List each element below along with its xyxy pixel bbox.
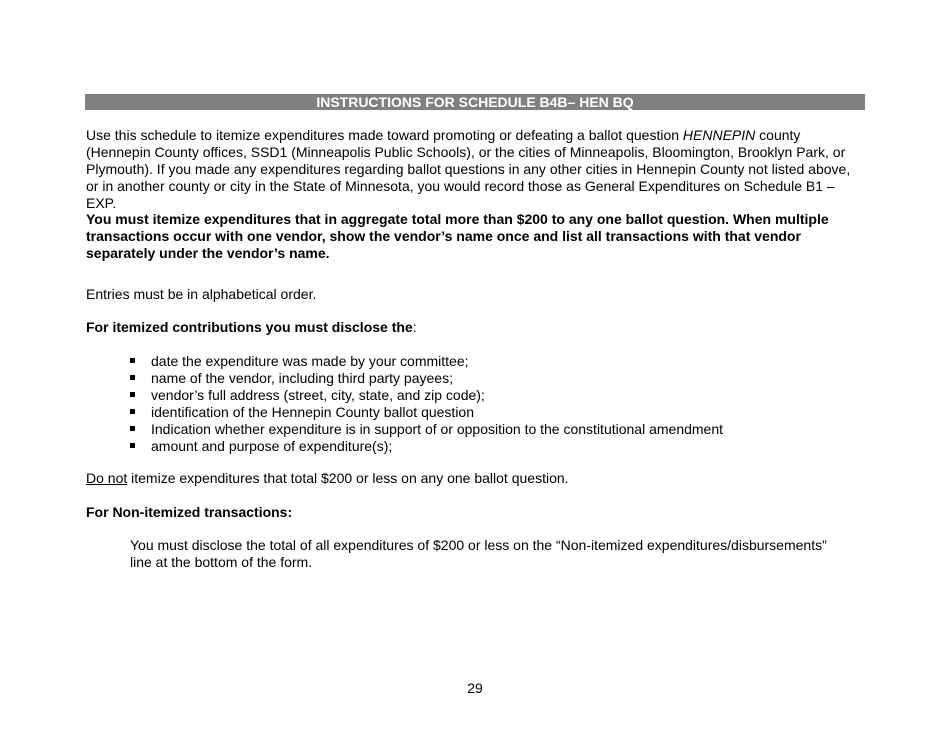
non-itemized-paragraph: You must disclose the total of all expenditures of $200 or less on the “Non-itemized expenditures/disbursements” line at the bottom of the form. [130,537,827,570]
list-item-text: identification of the Hennepin County ballot question [151,404,474,420]
alphabetical-order-note: Entries must be in alphabetical order. [86,286,317,302]
list-item [128,438,723,455]
do-not-underlined: Do not [86,470,128,486]
disclose-heading [86,319,866,336]
list-item [128,387,723,404]
square-bullet-icon [130,375,135,380]
page-number: 29 [467,680,483,696]
square-bullet-icon [130,443,135,448]
page-title: INSTRUCTIONS FOR SCHEDULE B4B– HEN BQ [85,94,865,110]
list-item-text: date the expenditure was made by your committee; [151,353,469,369]
square-bullet-icon [130,409,135,414]
list-item-text: amount and purpose of expenditure(s); [151,438,393,454]
list-item [128,404,723,421]
intro-text-end: county (Hennepin County offices, SSD1 (Minneapolis Public Schools), or the cities of Minneapolis, Bloomington, Brooklyn Park, or Plymouth). If you made any expenditures regarding ballot questions in any other cities in Hennepin County not listed above, or in another county or city in the State of Minnesota, you would record those as General Expenditures on Schedule B1 – EXP. [86,127,851,211]
intro-italic-county: HENNEPIN [682,127,756,143]
do-not-text: itemize expenditures that total $200 or less on any one ballot question. [127,470,569,486]
list-item-text: name of the vendor, including third party payees; [151,370,453,386]
itemize-rule-paragraph: You must itemize expenditures that in aggregate total more than $200 to any one ballot question. When multiple transactions occur with one vendor, show the vendor’s name once and list all transactions with that vendor separately under the vendor’s name. [86,211,829,261]
non-itemized-heading: For Non-itemized transactions: [86,504,293,520]
intro-paragraph [86,127,866,212]
disclose-heading-text: For itemized contributions you must disclose the [86,319,413,335]
square-bullet-icon [130,426,135,431]
disclose-heading-colon: : [412,319,417,335]
disclose-list [128,353,723,455]
intro-text-start: Use this schedule to itemize expenditures made toward promoting or defeating a ballot question [86,127,683,143]
list-item [128,421,723,438]
list-item-text: Indication whether expenditure is in support of or opposition to the constitutional amendment [151,421,724,437]
list-item-text: vendor’s full address (street, city, state, and zip code); [151,387,485,403]
list-item [128,370,723,387]
list-item [128,353,723,370]
square-bullet-icon [130,358,135,363]
square-bullet-icon [130,392,135,397]
do-not-itemize-note [86,470,866,487]
